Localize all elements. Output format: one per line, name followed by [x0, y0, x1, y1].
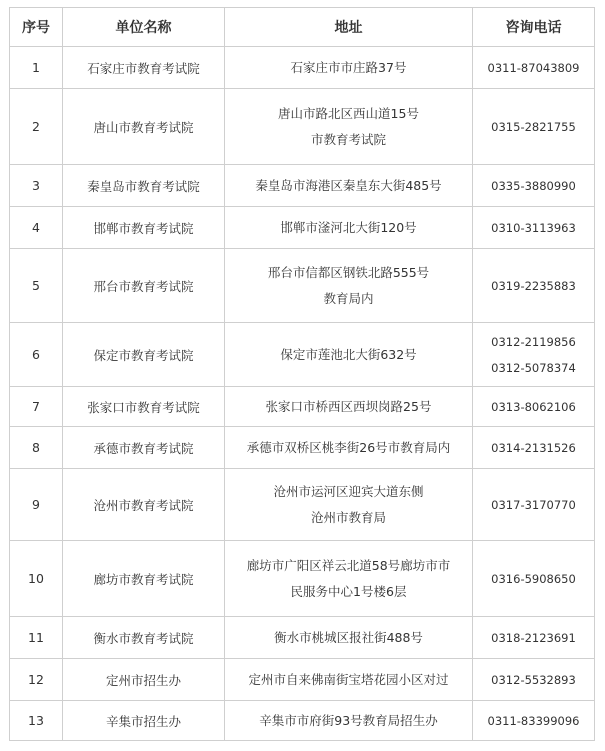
cell-phone: [473, 165, 595, 207]
cell-name: 定州市招生办: [63, 659, 225, 701]
address-line: 衡水市桃城区报社街488号: [274, 629, 423, 645]
header-row: [10, 8, 595, 47]
table-row: [10, 323, 595, 387]
address-line: 沧州市教育局: [310, 509, 386, 525]
table-row: [10, 249, 595, 323]
cell-phone: [473, 659, 595, 701]
table-row: [10, 387, 595, 427]
cell-no: 8: [10, 427, 63, 469]
cell-phone: [473, 469, 595, 541]
table-row: [10, 701, 595, 741]
cell-name: 张家口市教育考试院: [63, 387, 225, 427]
cell-phone: [473, 323, 595, 387]
address-line: 教育局内: [323, 290, 374, 306]
cell-phone: [473, 427, 595, 469]
cell-name: 保定市教育考试院: [63, 323, 225, 387]
table-row: [10, 659, 595, 701]
cell-name: 沧州市教育考试院: [63, 469, 225, 541]
phone-number: 0313-8062106: [491, 399, 576, 414]
phone-number: 0312-5078374: [491, 360, 576, 375]
cell-name: 廊坊市教育考试院: [63, 541, 225, 617]
cell-phone: [473, 249, 595, 323]
cell-name: 石家庄市教育考试院: [63, 47, 225, 89]
cell-name: 邯郸市教育考试院: [63, 207, 225, 249]
table-row: [10, 165, 595, 207]
cell-no: 4: [10, 207, 63, 249]
cell-address: [225, 89, 473, 165]
cell-no: 6: [10, 323, 63, 387]
header-name: 单位名称: [63, 8, 225, 47]
address-line: 唐山市路北区西山道15号: [278, 105, 419, 121]
cell-no: 7: [10, 387, 63, 427]
cell-address: [225, 427, 473, 469]
address-line: 市教育考试院: [310, 131, 386, 147]
cell-no: 1: [10, 47, 63, 89]
cell-address: [225, 541, 473, 617]
cell-address: [225, 323, 473, 387]
cell-no: 11: [10, 617, 63, 659]
phone-number: 0310-3113963: [491, 220, 576, 235]
cell-no: 5: [10, 249, 63, 323]
phone-number: 0316-5908650: [491, 571, 576, 586]
exam-office-table: [9, 7, 595, 741]
cell-address: [225, 659, 473, 701]
table-row: [10, 207, 595, 249]
cell-phone: [473, 47, 595, 89]
cell-name: 衡水市教育考试院: [63, 617, 225, 659]
cell-name: 辛集市招生办: [63, 701, 225, 741]
table-row: [10, 541, 595, 617]
cell-no: 9: [10, 469, 63, 541]
address-line: 承德市双桥区桃李街26号市教育局内: [246, 439, 451, 455]
cell-address: [225, 47, 473, 89]
table-row: [10, 47, 595, 89]
table-row: [10, 617, 595, 659]
header-no: 序号: [10, 8, 63, 47]
address-line: 张家口市桥西区西坝岗路25号: [265, 398, 432, 414]
phone-number: 0317-3170770: [491, 497, 576, 512]
cell-phone: [473, 541, 595, 617]
address-line: 邯郸市滏河北大街120号: [280, 219, 417, 235]
cell-phone: [473, 701, 595, 741]
cell-no: 12: [10, 659, 63, 701]
address-line: 民服务中心1号楼6层: [290, 583, 407, 599]
cell-name: 秦皇岛市教育考试院: [63, 165, 225, 207]
table-row: [10, 89, 595, 165]
cell-address: [225, 387, 473, 427]
table-row: [10, 469, 595, 541]
address-line: 辛集市市府街93号教育局招生办: [259, 712, 438, 728]
cell-phone: [473, 617, 595, 659]
header-address: 地址: [225, 8, 473, 47]
phone-number: 0335-3880990: [491, 178, 576, 193]
address-line: 石家庄市市庄路37号: [290, 59, 407, 75]
cell-address: [225, 469, 473, 541]
phone-number: 0315-2821755: [491, 119, 576, 134]
cell-phone: [473, 207, 595, 249]
cell-no: 3: [10, 165, 63, 207]
cell-no: 2: [10, 89, 63, 165]
cell-name: 邢台市教育考试院: [63, 249, 225, 323]
phone-number: 0311-87043809: [487, 60, 580, 75]
phone-number: 0319-2235883: [491, 278, 576, 293]
cell-address: [225, 165, 473, 207]
cell-address: [225, 249, 473, 323]
address-line: 定州市自来佛南街宝塔花园小区对过: [248, 671, 449, 687]
cell-no: 13: [10, 701, 63, 741]
phone-number: 0312-5532893: [491, 672, 576, 687]
header-phone: 咨询电话: [473, 8, 595, 47]
phone-number: 0311-83399096: [487, 713, 580, 728]
cell-address: [225, 701, 473, 741]
phone-number: 0318-2123691: [491, 630, 576, 645]
phone-number: 0312-2119856: [491, 334, 576, 349]
address-line: 保定市莲池北大街632号: [280, 346, 417, 362]
cell-no: 10: [10, 541, 63, 617]
cell-address: [225, 207, 473, 249]
cell-address: [225, 617, 473, 659]
cell-name: 唐山市教育考试院: [63, 89, 225, 165]
address-line: 沧州市运河区迎宾大道东侧: [273, 483, 424, 499]
cell-name: 承德市教育考试院: [63, 427, 225, 469]
cell-phone: [473, 89, 595, 165]
cell-phone: [473, 387, 595, 427]
address-line: 廊坊市广阳区祥云北道58号廊坊市市: [246, 557, 451, 573]
table-row: [10, 427, 595, 469]
phone-number: 0314-2131526: [491, 440, 576, 455]
address-line: 邢台市信都区钢铁北路555号: [267, 264, 430, 280]
address-line: 秦皇岛市海港区秦皇东大街485号: [255, 177, 442, 193]
